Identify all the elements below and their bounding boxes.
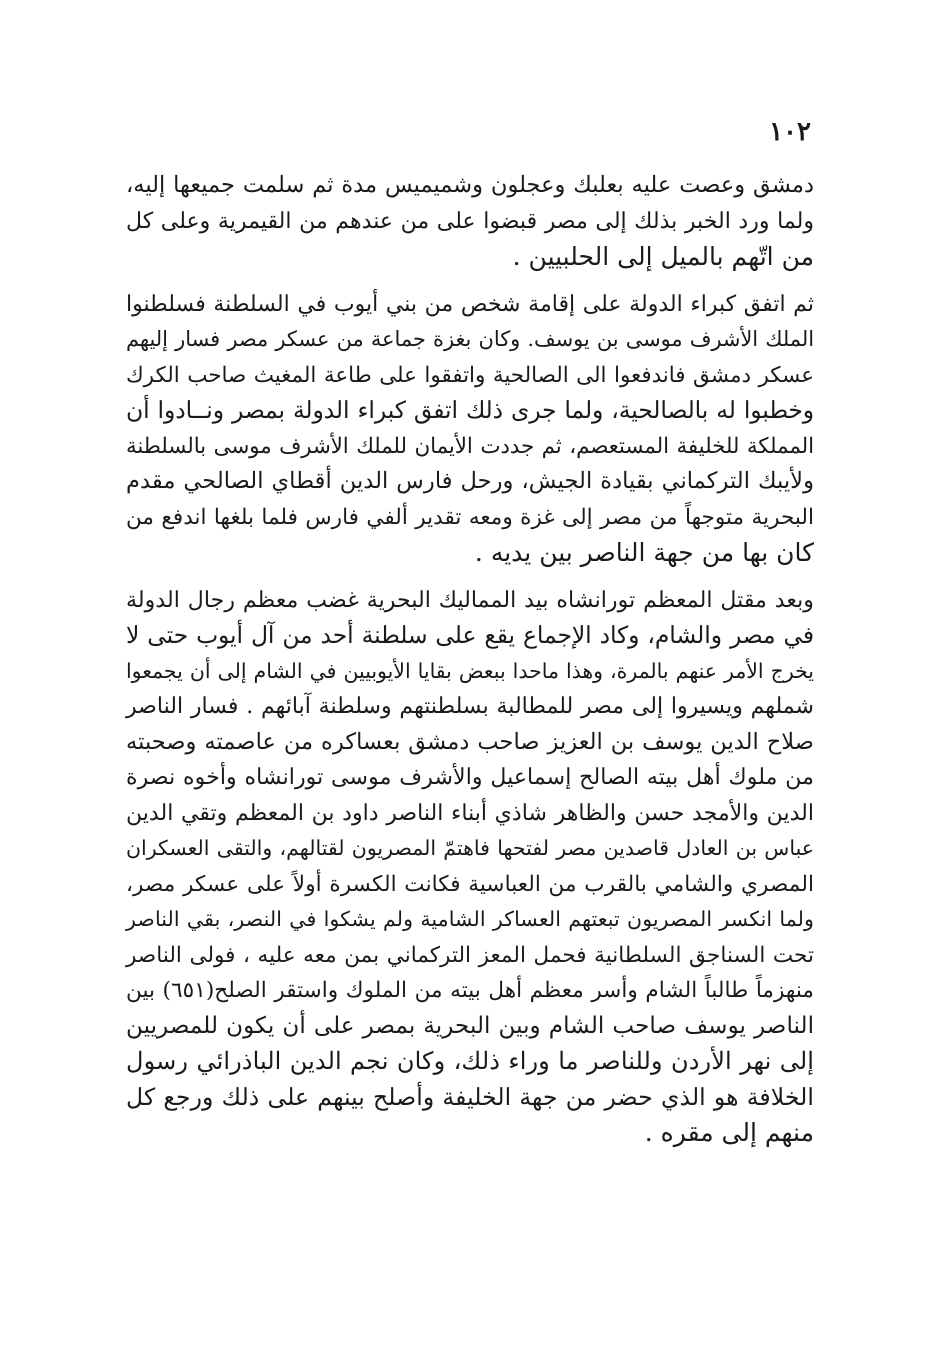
text-line: الناصر يوسف صاحب الشام وبين البحرية بمصر على أن يكون للمصريين [126, 1012, 814, 1039]
text-line: من اتّهم بالميل إلى الحلبيين . [512, 242, 814, 271]
text-line: الخلافة هو الذي حضر من جهة الخليفة وأصلح بينهم على ذلك ورجع كل [126, 1082, 814, 1111]
text-line: المملكة للخليفة المستعصم، ثم جددت الأيمان للملك الأشرف موسى بالسلطنة [126, 433, 814, 459]
text-line: وبعد مقتل المعظم تورانشاه بيد المماليك البحرية غضب معظم رجال الدولة [126, 586, 814, 613]
text-line: إلى نهر الأردن وللناصر ما وراء ذلك، وكان نجم الدين الباذرائي رسول [126, 1047, 814, 1075]
text-line: في مصر والشام، وكاد الإجماع يقع على سلطنة أحد من آل أيوب حتى لا [126, 622, 814, 649]
paragraph-2 [126, 287, 814, 571]
text-line: منهزماً طالباً الشام وأسر معظم أهل بيته من الملوك واستقر الصلح(٦٥١) بين [126, 978, 814, 1003]
text-line: كان بها من جهة الناصر بين يديه . [474, 538, 814, 567]
body-text [126, 168, 814, 1151]
text-line: دمشق وعصت عليه بعلبك وعجلون وشميميس مدة ثم سلمت جميعها إليه، [126, 172, 814, 198]
text-line: البحرية متوجهاً من مصر إلى غزة ومعه تقدير ألفي فارس فلما بلغها اندفع من [126, 504, 814, 530]
text-line: منهم إلى مقره . [644, 1118, 814, 1147]
text-line: ثم اتفق كبراء الدولة على إقامة شخص من بني أيوب في السلطنة فسلطنوا [126, 291, 814, 317]
text-line: عباس بن العادل قاصدين مصر لفتحها فاهتمّ المصريون لقتالهم، والتقى العسكران [126, 836, 814, 860]
text-line: عسكر دمشق فاندفعوا الى الصالحية واتفقوا على طاعة المغيث صاحب الكرك [126, 362, 814, 388]
text-line: ولما انكسر المصريون تبعتهم العساكر الشامية ولم يشكوا في النصر، بقي الناصر [126, 907, 814, 931]
paragraph-3 [126, 583, 814, 1151]
text-line: شملهم ويسيروا إلى مصر للمطالبة بسلطنتهم وسلطنة آبائهم . فسار الناصر [126, 694, 814, 719]
page-number: ١٠٢ [769, 117, 811, 147]
paragraph-1 [126, 168, 814, 275]
text-line: المصري والشامي بالقرب من العباسية فكانت الكسرة أولاً على عسكر مصر، [126, 871, 814, 897]
text-line: الدين والأمجد حسن والظاهر شاذي أبناء الناصر داود بن المعظم وتقي الدين [126, 800, 814, 826]
text-line: وخطبوا له بالصالحية، ولما جرى ذلك اتفق كبراء الدولة بمصر ونــادوا أن [126, 397, 814, 424]
text-line: من ملوك أهل بيته الصالح إسماعيل والأشرف موسى تورانشاه وأخوه نصرة [126, 764, 814, 790]
text-line: ولأيبك التركماني بقيادة الجيش، ورحل فارس الدين أقطاي الصالحي مقدم [126, 468, 814, 494]
text-line: تحت السناجق السلطانية فحمل المعز التركماني بمن معه عليه ، فولى الناصر [126, 942, 814, 968]
text-line: يخرج الأمر عنهم بالمرة، وهذا ماحدا ببعض بقايا الأيوبيين في الشام إلى أن يجمعوا [126, 658, 814, 683]
text-line: الملك الأشرف موسى بن يوسف. وكان بغزة جماعة من عسكر مصر فسار إليهم [126, 327, 814, 351]
text-line: ولما ورد الخبر بذلك إلى مصر قبضوا على من عندهم من القيمرية وعلى كل [126, 208, 814, 234]
text-line: صلاح الدين يوسف بن العزيز صاحب دمشق بعساكره من عاصمته وصحبته [126, 728, 814, 755]
